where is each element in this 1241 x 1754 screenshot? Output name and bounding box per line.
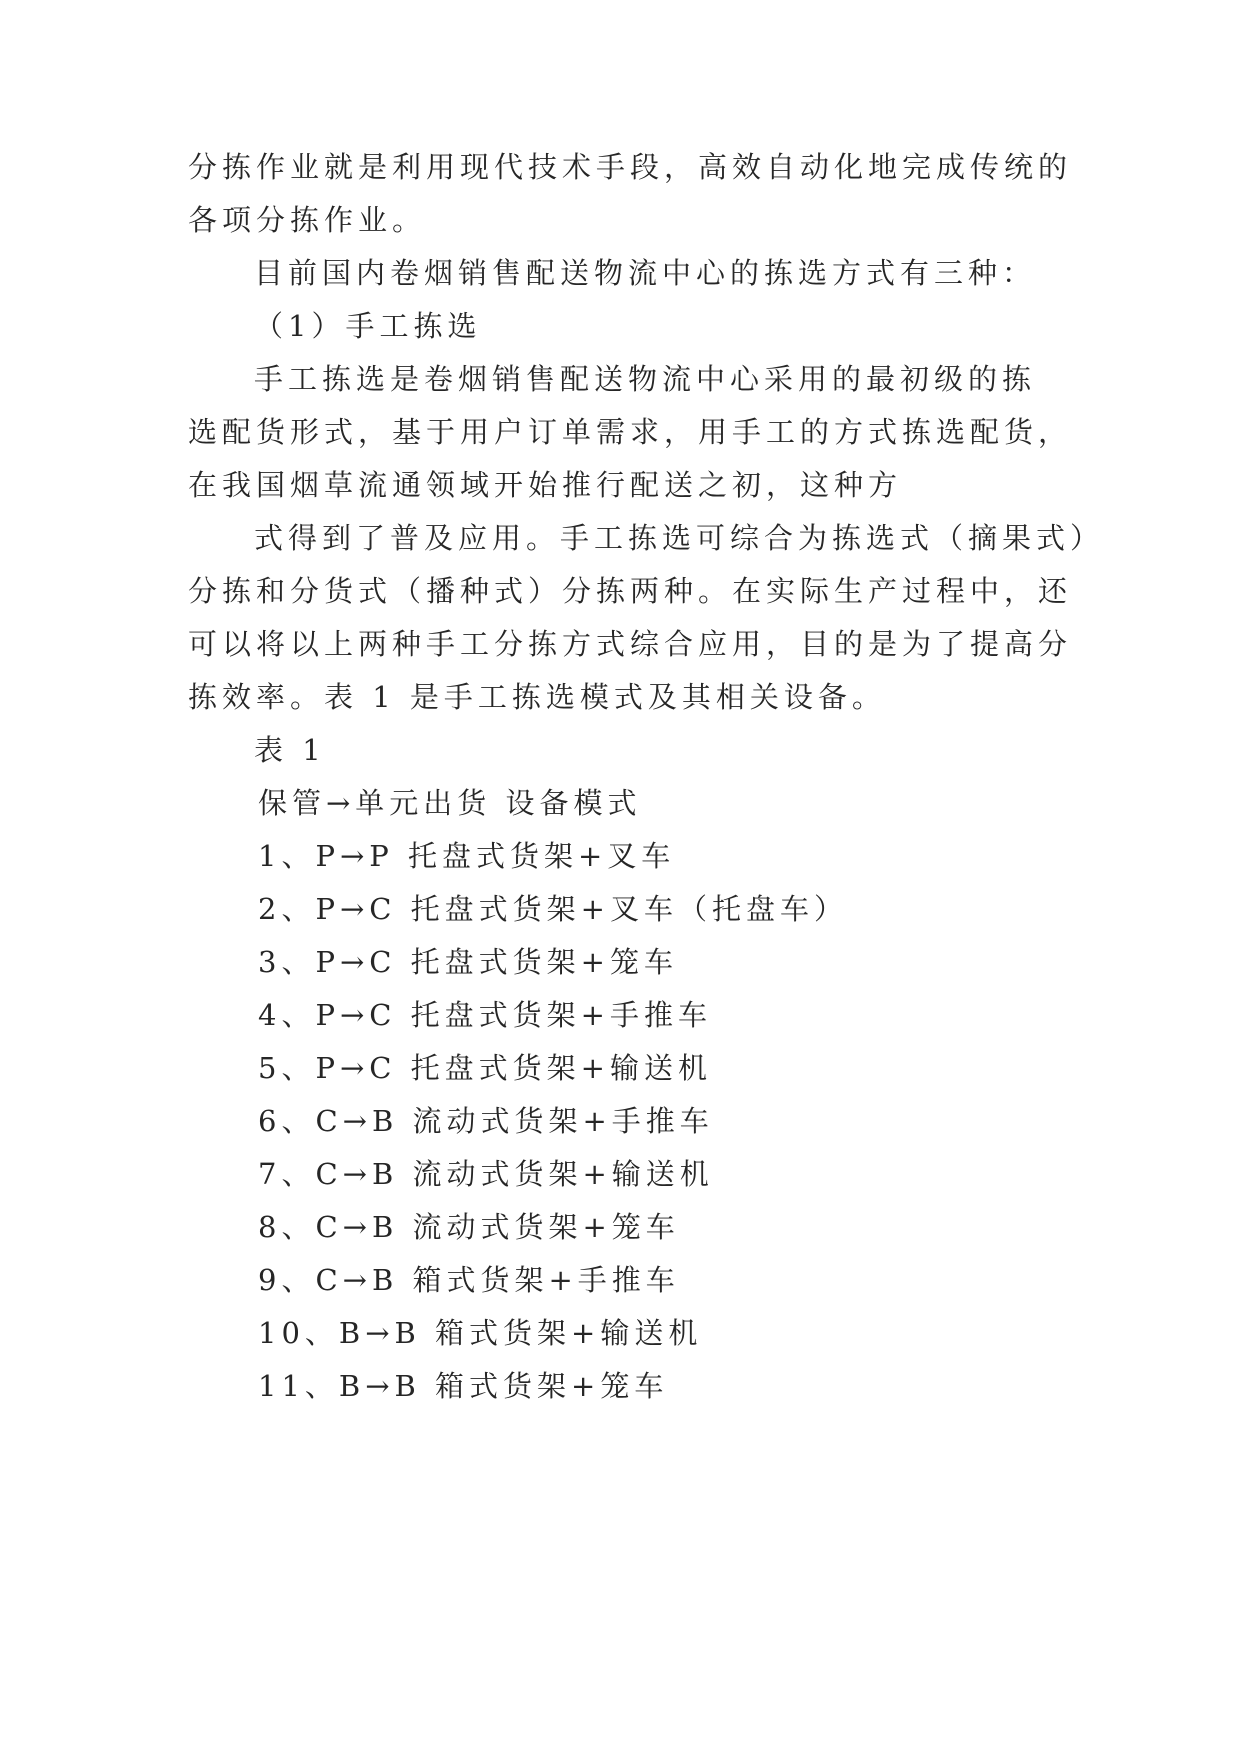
table-row: 1、P→P 托盘式货架+叉车 — [258, 839, 676, 873]
table-header: 保管→单元出货 设备模式 — [258, 786, 642, 820]
table-row: 9、C→B 箱式货架+手推车 — [258, 1263, 680, 1297]
table-row: 7、C→B 流动式货架+输送机 — [258, 1157, 714, 1191]
paragraph-line: 在我国烟草流通领域开始推行配送之初，这种方 — [188, 468, 903, 502]
table-caption: 表 1 — [254, 733, 326, 767]
section-heading: （1）手工拣选 — [254, 309, 482, 343]
paragraph-line: 分拣作业就是利用现代技术手段，高效自动化地完成传统的 — [188, 150, 1073, 184]
paragraph-line: 式得到了普及应用。手工拣选可综合为拣选式（摘果式） — [254, 521, 1105, 555]
table-row: 10、B→B 箱式货架+输送机 — [258, 1316, 703, 1350]
table-row: 6、C→B 流动式货架+手推车 — [258, 1104, 714, 1138]
paragraph-line: 各项分拣作业。 — [188, 203, 427, 237]
paragraph-line: 拣效率。表 1 是手工拣选模式及其相关设备。 — [188, 680, 886, 714]
table-row: 11、B→B 箱式货架+笼车 — [258, 1369, 669, 1403]
paragraph-line: 手工拣选是卷烟销售配送物流中心采用的最初级的拣 — [254, 362, 1037, 396]
paragraph-line: 可以将以上两种手工分拣方式综合应用，目的是为了提高分 — [188, 627, 1073, 661]
table-row: 3、P→C 托盘式货架+笼车 — [258, 945, 678, 979]
table-row: 2、P→C 托盘式货架+叉车（托盘车） — [258, 892, 848, 926]
table-row: 5、P→C 托盘式货架+输送机 — [258, 1051, 712, 1085]
paragraph-line: 目前国内卷烟销售配送物流中心的拣选方式有三种： — [254, 256, 1037, 290]
table-row: 4、P→C 托盘式货架+手推车 — [258, 998, 712, 1032]
paragraph-line: 选配货形式，基于用户订单需求，用手工的方式拣选配货， — [188, 415, 1073, 449]
table-row: 8、C→B 流动式货架+笼车 — [258, 1210, 680, 1244]
paragraph-line: 分拣和分货式（播种式）分拣两种。在实际生产过程中，还 — [188, 574, 1073, 608]
